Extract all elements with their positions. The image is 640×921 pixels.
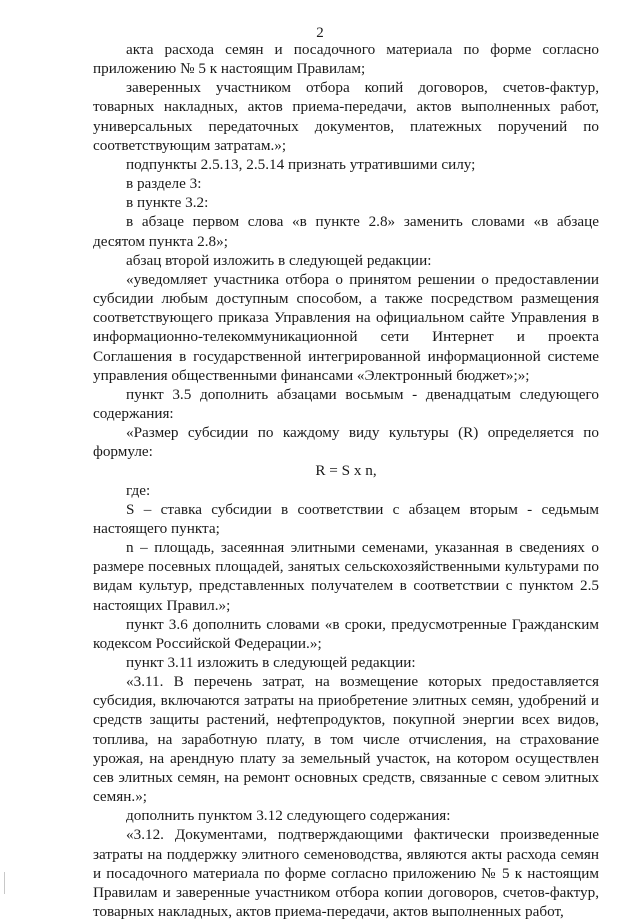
formula: R = S x n,: [315, 462, 377, 480]
paragraph-where: где:: [126, 481, 151, 499]
document-body: [93, 40, 599, 921]
paragraph-clause-3-12-text: «3.12. Документами, подтверждающими фактически произведенные затраты на поддержку элитного семеноводства, являются акты расхода семян и посадочного материала по форме согласно приложению № 5 к настоящим Правилам и заверенные участником отбора копии договоров, счетов-фактур, товарных накладных, актов приема-передачи, актов выполненных работ,: [93, 826, 599, 921]
paragraph-certified-copies: заверенных участником отбора копий договоров, счетов-фактур, товарных накладных, актов приема-передачи, актов выполненных работ, универсальных передаточных документов, платежных поручений по соответствующим затратам.»;: [93, 79, 599, 154]
paragraph-subclauses-invalid: подпункты 2.5.13, 2.5.14 признать утратившими силу;: [126, 155, 476, 173]
paragraph-section-3: в разделе 3:: [126, 175, 202, 193]
paragraph-subsidy-size: «Размер субсидии по каждому виду культуры (R) определяется по формуле:: [93, 424, 599, 461]
paragraph-clause-3-5: пункт 3.5 дополнить абзацами восьмым - двенадцатым следующего содержания:: [93, 385, 599, 422]
paragraph-first-abzats-replace: в абзаце первом слова «в пункте 2.8» заменить словами «в абзаце десятом пункта 2.8»;: [93, 213, 599, 250]
paragraph-clause-3-11-text: «3.11. В перечень затрат, на возмещение которых предоставляется субсидия, включаются затраты на приобретение элитных семян, удобрений и средств защиты растений, нефтепродуктов, покупной энергии всех видов, топлива, на заработную плату, в том числе отчисления, на страхование урожая, на арендную плату за земельный участок, на котором осуществлен сев элитных семян, на ремонт основных средств, связанные с севом элитных семян.»;: [93, 673, 599, 806]
paragraph-act-of-seed-consumption: акта расхода семян и посадочного материала по форме согласно приложению № 5 к настоящим Правилам;: [93, 41, 599, 78]
paragraph-n-definition: n – площадь, засеянная элитными семенами, указанная в сведениях о размере посевных площадей, занятых сельскохозяйственными культурами по видам культур, представленных получателем в соответствии с пунктом 2.5 настоящих Правил.»;: [93, 539, 599, 614]
paragraph-second-abzats-edit: абзац второй изложить в следующей редакции:: [126, 251, 432, 269]
paragraph-clause-3-11-edit: пункт 3.11 изложить в следующей редакции:: [126, 654, 416, 671]
scan-edge-mark: [4, 872, 5, 894]
paragraph-notification-text: «уведомляет участника отбора о принятом решении о предоставлении субсидии любым доступным способом, а также посредством размещения соответствующего приказа Управления на официальном сайте Управления в информационно-телекоммуникационной сети Интернет и проекта Соглашения в государственной интегрированной информационной системе управления общественными финансами «Электронный бюджет»;»;: [93, 270, 599, 384]
page-number: 2: [316, 25, 324, 41]
paragraph-clause-3-2: в пункте 3.2:: [126, 194, 209, 212]
paragraph-clause-3-6: пункт 3.6 дополнить словами «в сроки, предусмотренные Гражданским кодексом Российской Федерации.»;: [93, 615, 599, 652]
paragraph-s-definition: S – ставка субсидии в соответствии с абзацем вторым - седьмым настоящего пункта;: [93, 500, 599, 537]
paragraph-clause-3-12-add: дополнить пунктом 3.12 следующего содержания:: [126, 807, 451, 825]
